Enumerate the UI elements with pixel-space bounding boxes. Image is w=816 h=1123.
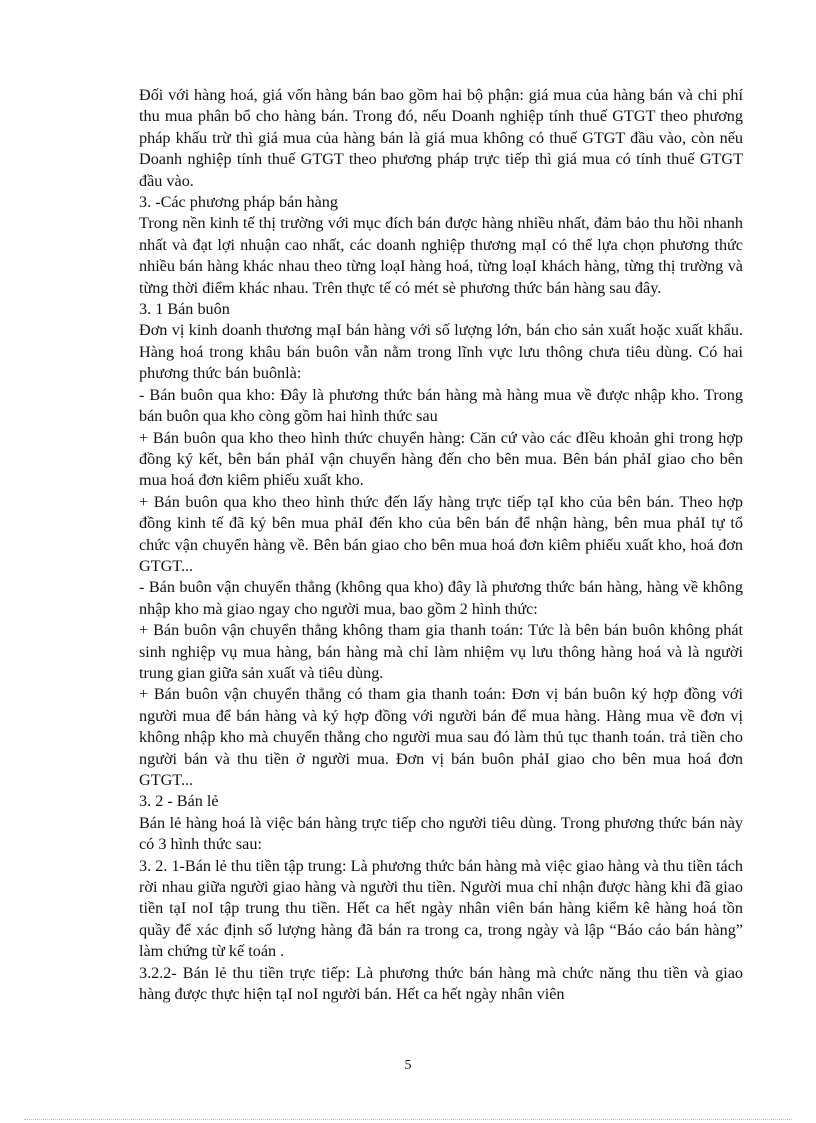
paragraph-retail-intro: Bán lẻ hàng hoá là việc bán hàng trực tiếp cho người tiêu dùng. Trong phương thức bán này có 3 hình thức sau:	[139, 813, 743, 854]
page-bottom-border	[24, 1119, 792, 1120]
paragraph-wholesale-intro: Đơn vị kinh doanh thương mạI bán hàng với số lượng lớn, bán cho sản xuất hoặc xuất khẩu. Hàng hoá trong khâu bán buôn vẫn nằm trong lĩnh vực lưu thông chưa tiêu dùng. Có hai phương thức bán buônlà:	[139, 321, 743, 383]
paragraph-retail-centralized: 3. 2. 1-Bán lẻ thu tiền tập trung: Là phương thức bán hàng mà việc giao hàng và thu tiền tách rời nhau giữa người giao hàng và người thu tiền. Người mua chỉ nhận được hàng khi đã giao tiền tạI noI tập trung thu tiền. Hết ca hết ngày nhân viên bán hàng kiểm kê hàng hoá tồn quầy để xác định số lượng hàng đã bán ra trong ca, trong ngày và lập “Báo cáo bán hàng” làm chứng từ kế toán .	[139, 856, 743, 961]
paragraph-retail-direct: 3.2.2- Bán lẻ thu tiền trực tiếp: Là phương thức bán hàng mà chức năng thu tiền và giao hàng được thực hiện tạI noI người bán. Hết ca hết ngày nhân viên	[139, 963, 743, 1004]
paragraph-market-economy: Trong nền kinh tế thị trường với mục đích bán được hàng nhiều nhất, đảm bảo thu hồi nhanh nhất và đạt lợi nhuận cao nhất, các doanh nghiệp thương mạI có thể lựa chọn phương thức nhiều bán hàng khác nhau theo từng loạI hàng hoá, từng loạI khách hàng, từng thị trường và từng thời điểm khác nhau. Trên thực tế có mét sè phương thức bán hàng sau đây.	[139, 214, 743, 297]
paragraph-wholesale-warehouse: - Bán buôn qua kho: Đây là phương thức bán hàng mà hàng mua về được nhập kho. Trong bán buôn qua kho còng gồm hai hình thức sau	[139, 385, 743, 426]
page-number: 5	[404, 1058, 412, 1073]
paragraph-warehouse-pickup: + Bán buôn qua kho theo hình thức đến lấy hàng trực tiếp tạI kho của bên bán. Theo hợp đồng kinh tế đã ký bên mua phảI đến kho của bên bán để nhận hàng, bên mua phảI tự tổ chức vận chuyển hàng về. Bên bán giao cho bên mua hoá đơn kiêm phiếu xuất kho, hoá đơn GTGT...	[139, 492, 743, 575]
heading-retail: 3. 2 - Bán lẻ	[139, 792, 219, 811]
paragraph-cost-of-goods: Đối với hàng hoá, giá vốn hàng bán bao gồm hai bộ phận: giá mua của hàng bán và chi phí thu mua phân bổ cho hàng bán. Trong đó, nếu Doanh nghiệp tính thuế GTGT theo phương pháp khấu trừ thì giá mua của hàng bán là giá mua không có thuế GTGT đầu vào, còn nếu Doanh nghiệp tính thuế GTGT theo phương pháp trực tiếp thì giá mua có tính thuế GTGT đầu vào.	[139, 86, 743, 190]
paragraph-warehouse-delivery: + Bán buôn qua kho theo hình thức chuyển hàng: Căn cứ vào các đIều khoản ghi trong hợp đồng ký kết, bên bán phảI vận chuyển hàng đến cho bên mua. Bên bán phảI giao cho bên mua hoá đơn kiêm phiếu xuất kho.	[139, 428, 743, 490]
paragraph-direct-no-payment: + Bán buôn vận chuyển thẳng không tham gia thanh toán: Tức là bên bán buôn không phát sinh nghiệp vụ mua hàng, bán hàng mà chỉ làm nhiệm vụ lưu thông hàng hoá và là người trung gian giữa sản xuất và tiêu dùng.	[139, 621, 743, 682]
paragraph-direct-with-payment: + Bán buôn vận chuyển thẳng có tham gia thanh toán: Đơn vị bán buôn ký hợp đồng với người mua để bán hàng và ký hợp đồng với người bán để mua hàng. Hàng mua về đơn vị không nhập kho mà chuyển thẳng cho người mua sau đó làm thủ tục thanh toán. trả tiền cho người bán và thu tiền ở người mua. Đơn vị bán buôn phảI giao cho bên mua hoá đơn GTGT...	[139, 685, 743, 789]
heading-wholesale: 3. 1 Bán buôn	[139, 300, 230, 319]
document-page	[139, 85, 743, 1005]
heading-sales-methods: 3. -Các phương pháp bán hàng	[139, 193, 338, 212]
paragraph-direct-shipment: - Bán buôn vận chuyển thẳng (không qua kho) đây là phương thức bán hàng, hàng về không nhập kho mà giao ngay cho người mua, bao gồm 2 hình thức:	[139, 578, 743, 618]
